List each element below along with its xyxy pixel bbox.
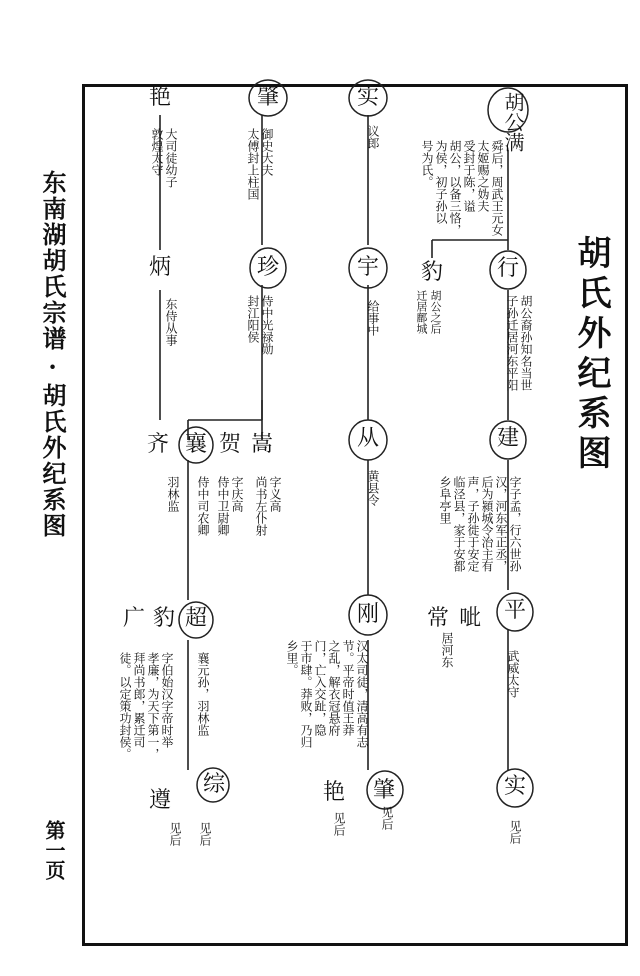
person-hugongman: 胡公满 bbox=[501, 92, 525, 152]
note-zhen: 侍中光禄勋 封江阳侯 bbox=[246, 295, 274, 355]
person-chao: 超 bbox=[184, 606, 207, 631]
person-qi: 齐 bbox=[146, 432, 169, 457]
note-ping: 武威太守 bbox=[506, 650, 520, 698]
note-cong: 黄县令 bbox=[366, 470, 380, 506]
note-zong: 见后 bbox=[198, 822, 212, 846]
person-xing: 行 bbox=[496, 256, 519, 281]
person-zun: 遵 bbox=[148, 788, 171, 813]
note-he: 字庆高 侍中卫尉卿 bbox=[216, 476, 244, 536]
person-jian: 建 bbox=[496, 426, 519, 451]
note-bing: 东侍从事 bbox=[164, 298, 178, 346]
person-ping: 平 bbox=[503, 598, 526, 623]
person-qing: 肇 bbox=[256, 85, 279, 110]
person-yan: 艳 bbox=[148, 85, 171, 110]
person-guang: 广 bbox=[122, 606, 145, 631]
note-gang: 汉太司徒，清高有志 节。平帝时值王莽 之乱，解衣冠悬府 门，亡入交趾，隐 于市肆。莽败，乃归 乡里。 bbox=[285, 640, 369, 748]
note-guang: 字伯始汉字帝时举 孝廉，为天下第一， 拜尚书郎，累迁司 徒。以定策功封侯。 bbox=[118, 652, 174, 760]
note-ci: 居河东 bbox=[440, 632, 454, 668]
person-chang: 常 bbox=[426, 606, 449, 631]
person-yu: 宇 bbox=[356, 255, 379, 280]
person-shi-bottom: 实 bbox=[503, 774, 526, 799]
person-zhen: 珍 bbox=[256, 255, 279, 280]
person-ju-bottom: 肇 bbox=[372, 778, 395, 803]
person-ci: 呲 bbox=[458, 606, 481, 631]
note-bao: 胡公之后 迁居鄜城 bbox=[415, 290, 442, 334]
note-yu: 给事中 bbox=[366, 300, 380, 336]
note-yan-bottom: 见后 bbox=[332, 812, 346, 836]
page-number: 第一页 bbox=[42, 820, 66, 880]
note-xing: 胡公裔孙知名当世 子孙迁居河东平阳 bbox=[505, 295, 533, 391]
note-yan: 大司徒幼子 敦煌太守 bbox=[150, 128, 178, 188]
person-jiao: 豹 bbox=[152, 606, 175, 631]
chart-title: 胡氏外纪系图 bbox=[571, 235, 611, 475]
person-shi: 实 bbox=[356, 85, 379, 110]
book-title: 东南湖胡氏宗谱·胡氏外纪系图 bbox=[38, 170, 67, 539]
note-qi: 羽林监 bbox=[166, 476, 180, 512]
note-ju-bottom: 见后 bbox=[380, 806, 394, 830]
person-he: 贺 bbox=[218, 432, 241, 457]
note-jian: 字子孟，行六世孙 汉，河东军正丞， 后为潁城令治主有 声，子孙徙于安定 临泾县，家于安都 乡阜亭里 bbox=[438, 476, 522, 572]
person-gang: 刚 bbox=[356, 602, 379, 627]
person-yan-bottom: 艳 bbox=[322, 780, 345, 805]
note-zun: 见后 bbox=[168, 822, 182, 846]
person-cong: 从 bbox=[356, 426, 379, 451]
note-shi-bottom: 见后 bbox=[508, 820, 522, 844]
person-song: 嵩 bbox=[250, 432, 273, 457]
note-xiang: 侍中司农卿 bbox=[196, 476, 210, 536]
note-chao: 襄元孙，羽林监 bbox=[196, 652, 210, 736]
person-xiang: 襄 bbox=[184, 432, 207, 457]
note-qing: 御史大夫 太傅封上柱国 bbox=[246, 128, 274, 200]
person-bao: 豹 bbox=[420, 260, 443, 285]
note-hugongman: 舜后，周武王元女 太姬赐之妫夫 受封于陈，谥 胡公，以备三恪， 为侯，初子孙以 号为氏。 bbox=[420, 140, 504, 236]
note-song: 字义高 尚书左仆射 bbox=[254, 476, 282, 536]
person-zong: 综 bbox=[202, 772, 225, 797]
note-shi: 议郎 bbox=[366, 125, 380, 149]
person-bing: 炳 bbox=[148, 255, 171, 280]
